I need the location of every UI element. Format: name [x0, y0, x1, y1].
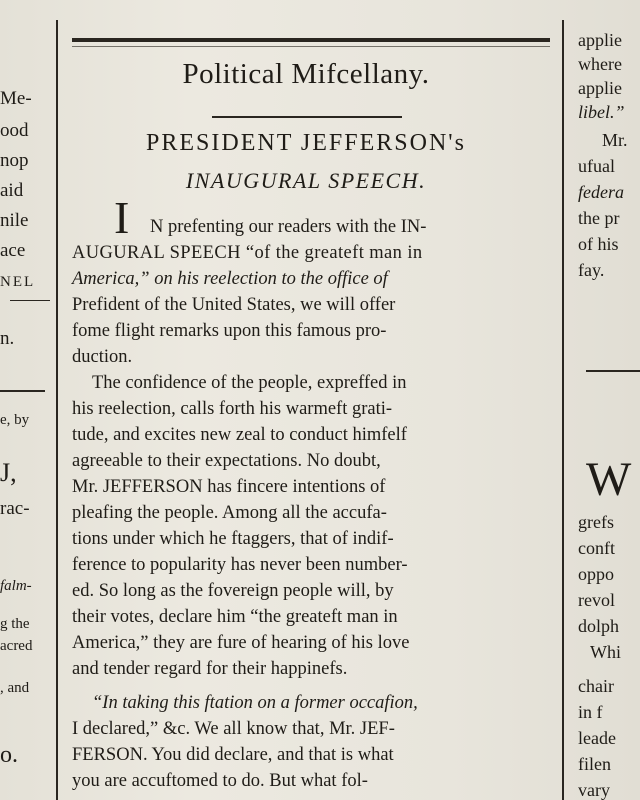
right-fragment: chair	[578, 676, 614, 696]
left-fragment: ood	[0, 120, 29, 141]
article-subheading: INAUGURAL SPEECH.	[185, 168, 427, 193]
body-line: duction.	[72, 347, 133, 367]
right-fragment: applie	[578, 30, 622, 50]
left-fragment: nop	[0, 150, 29, 171]
left-fragment: NEL	[0, 274, 36, 290]
body-line: I declared,” &c. We all know that, Mr. JEF-	[72, 719, 395, 739]
left-fragment: nile	[0, 210, 29, 231]
top-ornament-rule-thin	[72, 46, 550, 47]
drop-cap: I	[114, 192, 130, 243]
body-line: AUGURAL SPEECH “of the greateft man in	[72, 243, 423, 263]
right-column-rule	[562, 20, 564, 800]
left-column-rule	[56, 20, 58, 800]
body-line: ference to popularity has never been number-	[72, 555, 408, 575]
title-divider	[212, 116, 402, 118]
body-line: their votes, declare him “the greateft man in	[72, 607, 398, 627]
top-ornament-rule	[72, 38, 550, 42]
right-fragment: conft	[578, 538, 615, 558]
body-line: his reelection, calls forth his warmeft grati-	[72, 399, 393, 419]
right-fragment: fay.	[578, 260, 605, 280]
body-line: ed. So long as the fovereign people will, by	[72, 581, 394, 601]
right-fragment: filen	[578, 754, 611, 774]
body-line: N prefenting our readers with the IN-	[150, 217, 427, 237]
right-fragment: oppo	[578, 564, 614, 584]
body-line: agreeable to their expectations. No doubt,	[72, 451, 381, 471]
right-fragment: Mr.	[602, 130, 628, 150]
right-fragment: leade	[578, 728, 616, 748]
right-fragment: applie	[578, 78, 622, 98]
left-fragment: Me-	[0, 88, 32, 109]
right-fragment: revol	[578, 590, 615, 610]
body-line: you are accuftomed to do. But what fol-	[72, 771, 368, 791]
article-heading: PRESIDENT JEFFERSON's	[146, 130, 466, 156]
right-fragment: libel.”	[578, 102, 625, 122]
body-line: fome flight remarks upon this famous pro-	[72, 321, 387, 341]
left-column	[0, 0, 55, 800]
body-line: The confidence of the people, expreffed in	[92, 373, 407, 393]
right-fragment: of his	[578, 234, 619, 254]
body-line: Prefident of the United States, we will offer	[72, 295, 396, 315]
left-divider	[0, 390, 45, 392]
right-fragment: in f	[578, 702, 603, 722]
left-fragment: e, by	[0, 412, 30, 428]
body-line: tude, and excites new zeal to conduct himfelf	[72, 425, 407, 445]
body-line: pleafing the people. Among all the accufa-	[72, 503, 387, 523]
body-line: “In taking this ftation on a former occafion,	[92, 693, 418, 713]
left-fragment: acred	[0, 638, 33, 654]
right-fragment: the pr	[578, 208, 620, 228]
section-title: Political Mifcellany.	[182, 58, 430, 90]
left-fragment: rac-	[0, 498, 30, 519]
left-fragment: ace	[0, 240, 26, 261]
left-fragment: n.	[0, 328, 15, 349]
body-line: Mr. JEFFERSON has fincere intentions of	[72, 477, 386, 497]
right-fragment: ufual	[578, 156, 615, 176]
body-line: America,” on his reelection to the office of	[72, 269, 388, 289]
right-divider	[586, 370, 640, 372]
right-column	[568, 0, 640, 800]
left-fragment: aid	[0, 180, 24, 201]
left-fragment: g the	[0, 616, 30, 632]
right-fragment: dolph	[578, 616, 620, 636]
body-line: tions under which he ftaggers, that of indif-	[72, 529, 394, 549]
left-fragment: J,	[0, 458, 17, 487]
body-line: FERSON. You did declare, and that is what	[72, 745, 394, 765]
right-fragment: vary	[578, 780, 610, 800]
right-fragment: Whi	[590, 642, 621, 662]
left-divider	[10, 300, 50, 301]
right-fragment: grefs	[578, 512, 614, 532]
left-fragment: o.	[0, 742, 18, 768]
main-column	[62, 0, 562, 800]
right-fragment: federa	[578, 182, 624, 202]
right-fragment: where	[578, 54, 622, 74]
left-fragment: , and	[0, 680, 30, 696]
body-line: and tender regard for their happinefs.	[72, 659, 348, 679]
left-fragment: falm-	[0, 578, 32, 594]
right-dropcap: W	[586, 453, 632, 506]
body-line: America,” they are fure of hearing of his love	[72, 633, 410, 653]
